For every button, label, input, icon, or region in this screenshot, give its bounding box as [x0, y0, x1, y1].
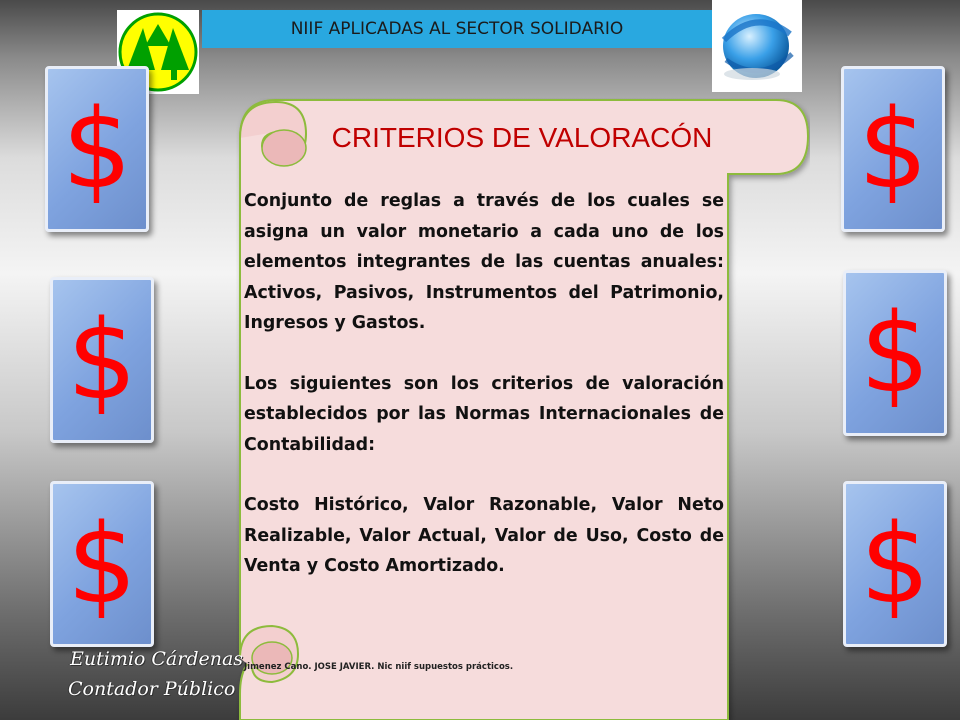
- dollar-tile-right-3: [843, 481, 947, 647]
- dollar-tile-left-2: [50, 277, 154, 443]
- dollar-tile-right-1: [841, 66, 945, 232]
- author-signature: [70, 644, 243, 704]
- niif-globe-logo-icon: [712, 0, 802, 92]
- criteria-intro-paragraph: Los siguientes son los criterios de valoración establecidos por las Normas Internacionales de Contabilidad:: [244, 373, 724, 455]
- bibliographic-reference: Jimenez Cano. JOSE JAVIER. Nic niif supuestos prácticos.: [244, 662, 514, 672]
- dollar-icon: $: [860, 500, 930, 628]
- slide-body: [244, 186, 724, 582]
- dollar-tile-right-2: [843, 270, 947, 436]
- dollar-icon: $: [67, 500, 137, 628]
- criteria-list-paragraph: Costo Histórico, Valor Razonable, Valor Neto Realizable, Valor Actual, Valor de Uso, Costo de Venta y Costo Amortizado.: [244, 495, 724, 576]
- slide-heading: CRITERIOS DE VALORACÓN: [331, 122, 713, 153]
- dollar-tile-left-1: [45, 66, 149, 232]
- presentation-title: NIIF APLICADAS AL SECTOR SOLIDARIO: [290, 19, 624, 39]
- dollar-tile-left-3: [50, 481, 154, 647]
- presentation-title-bar: [202, 10, 712, 48]
- author-title: Contador Público: [68, 678, 236, 700]
- dollar-icon: $: [858, 85, 928, 213]
- niif-logo: [712, 0, 802, 92]
- definition-paragraph: Conjunto de reglas a través de los cuales se asigna un valor monetario a cada uno de los elementos integrantes de las cuentas anuales: Activos, Pasivos, Instrumentos del Patrimonio, Ingresos y Gastos.: [244, 191, 724, 333]
- author-name: Eutimio Cárdenas: [70, 648, 244, 670]
- dollar-icon: $: [62, 85, 132, 213]
- dollar-icon: $: [67, 296, 137, 424]
- dollar-icon: $: [860, 289, 930, 417]
